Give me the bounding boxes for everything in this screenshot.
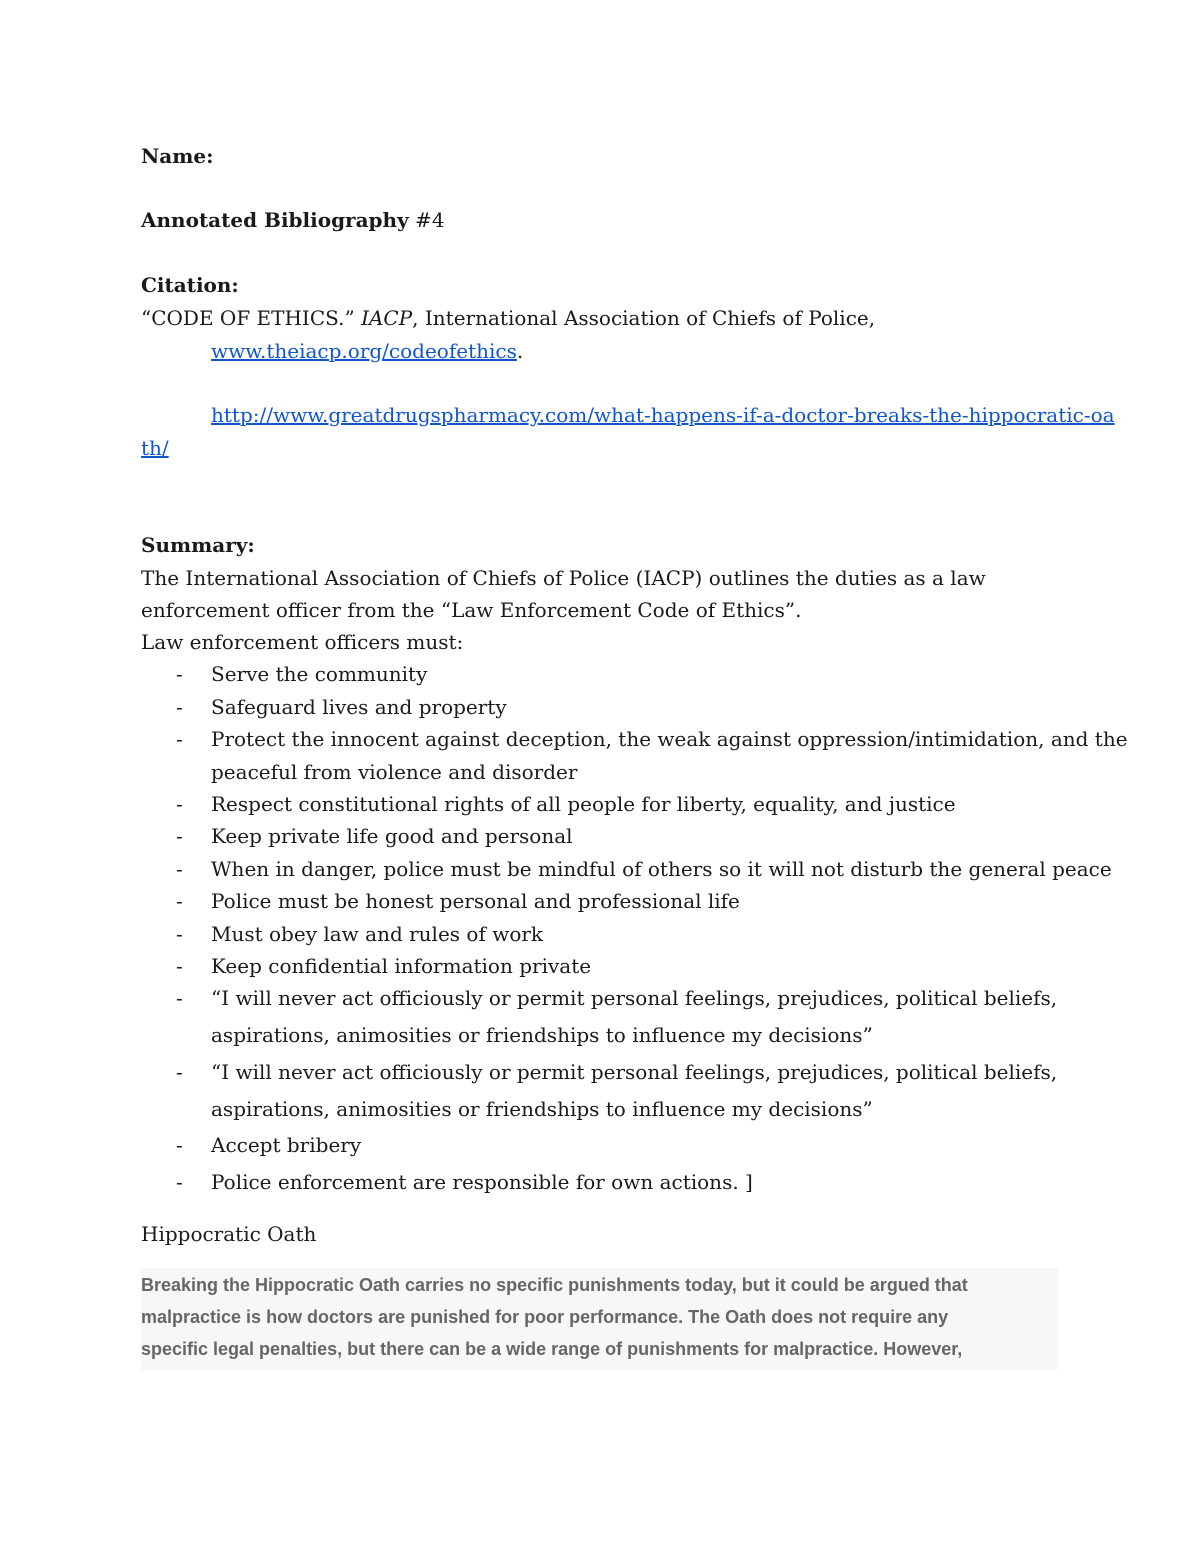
citation-title: “CODE OF ETHICS.” bbox=[141, 306, 362, 330]
list-item bbox=[0, 921, 1200, 953]
bullet-text-continued: peaceful from violence and disorder bbox=[211, 760, 578, 784]
pharmacy-url-line-2 bbox=[141, 435, 169, 461]
summary-intro-3: Law enforcement officers must: bbox=[141, 630, 464, 654]
hippocratic-quote-line: malpractice is how doctors are punished for poor performance. The Oath does not require any bbox=[141, 1307, 949, 1327]
list-item bbox=[0, 661, 1200, 693]
list-item bbox=[0, 694, 1200, 726]
summary-intro-2: enforcement officer from the “Law Enforcement Code of Ethics”. bbox=[141, 598, 802, 622]
bullet-text: Must obey law and rules of work bbox=[211, 922, 544, 946]
title-number: #4 bbox=[408, 208, 445, 232]
bullet-dash: - bbox=[176, 986, 183, 1010]
bullet-dash: - bbox=[176, 824, 183, 848]
citation-organization: , International Association of Chiefs of Police, bbox=[412, 306, 876, 330]
list-item bbox=[0, 1059, 1200, 1121]
bullet-dash: - bbox=[176, 662, 183, 686]
bullet-dash: - bbox=[176, 954, 183, 978]
bullet-dash: - bbox=[176, 889, 183, 913]
citation-url-line bbox=[211, 338, 523, 364]
pharmacy-link[interactable]: http://www.greatdrugspharmacy.com/what-happens-if-a-doctor-breaks-the-hippocratic-oa bbox=[211, 403, 1115, 427]
bullet-text: Accept bribery bbox=[211, 1133, 362, 1157]
citation-line bbox=[141, 305, 875, 331]
iacp-link[interactable]: www.theiacp.org/codeofethics bbox=[211, 339, 517, 363]
bullet-text-continued: aspirations, animosities or friendships to influence my decisions” bbox=[211, 1023, 873, 1047]
hippocratic-quote-line: specific legal penalties, but there can be a wide range of punishments for malpractice. However, bbox=[141, 1339, 963, 1359]
list-item bbox=[0, 823, 1200, 855]
list-item bbox=[0, 888, 1200, 920]
name-label: Name: bbox=[141, 144, 214, 168]
bullet-dash: - bbox=[176, 857, 183, 881]
title-text: Annotated Bibliography bbox=[141, 208, 409, 232]
bullet-text: Keep private life good and personal bbox=[211, 824, 573, 848]
bullet-text: Serve the community bbox=[211, 662, 428, 686]
bullet-text: When in danger, police must be mindful of others so it will not disturb the general peace bbox=[211, 857, 1112, 881]
bullet-text: Keep confidential information private bbox=[211, 954, 592, 978]
url-period: . bbox=[516, 339, 524, 363]
summary-label: Summary: bbox=[141, 533, 255, 557]
bullet-text-continued: aspirations, animosities or friendships to influence my decisions” bbox=[211, 1097, 873, 1121]
list-item bbox=[0, 1132, 1200, 1164]
document-title bbox=[141, 207, 445, 233]
bullet-text: “I will never act officiously or permit personal feelings, prejudices, political beliefs, bbox=[211, 986, 1058, 1010]
bullet-dash: - bbox=[176, 727, 183, 751]
citation-label: Citation: bbox=[141, 273, 239, 297]
bullet-dash: - bbox=[176, 792, 183, 816]
hippocratic-quote-line: Breaking the Hippocratic Oath carries no specific punishments today, but it could be argued that bbox=[141, 1275, 968, 1295]
list-item bbox=[0, 726, 1200, 784]
bullet-text: Safeguard lives and property bbox=[211, 695, 507, 719]
pharmacy-link-continued[interactable]: th/ bbox=[141, 436, 169, 460]
list-item bbox=[0, 791, 1200, 823]
bullet-dash: - bbox=[176, 695, 183, 719]
list-item bbox=[0, 856, 1200, 888]
bullet-text: Police must be honest personal and professional life bbox=[211, 889, 740, 913]
bullet-text: Police enforcement are responsible for own actions. ] bbox=[211, 1170, 753, 1194]
bullet-dash: - bbox=[176, 1060, 183, 1084]
bullet-dash: - bbox=[176, 1133, 183, 1157]
bullet-text: Protect the innocent against deception, the weak against oppression/intimidation, and the bbox=[211, 727, 1128, 751]
summary-intro-1: The International Association of Chiefs of Police (IACP) outlines the duties as a law bbox=[141, 566, 986, 590]
bullet-dash: - bbox=[176, 1170, 183, 1194]
bullet-text: “I will never act officiously or permit personal feelings, prejudices, political beliefs, bbox=[211, 1060, 1058, 1084]
list-item bbox=[0, 985, 1200, 1047]
bullet-text: Respect constitutional rights of all people for liberty, equality, and justice bbox=[211, 792, 956, 816]
hippocratic-heading: Hippocratic Oath bbox=[141, 1222, 317, 1246]
pharmacy-url-line-1 bbox=[211, 402, 1115, 428]
bullet-dash: - bbox=[176, 922, 183, 946]
list-item bbox=[0, 1169, 1200, 1201]
citation-publisher: IACP bbox=[361, 306, 413, 330]
list-item bbox=[0, 953, 1200, 985]
